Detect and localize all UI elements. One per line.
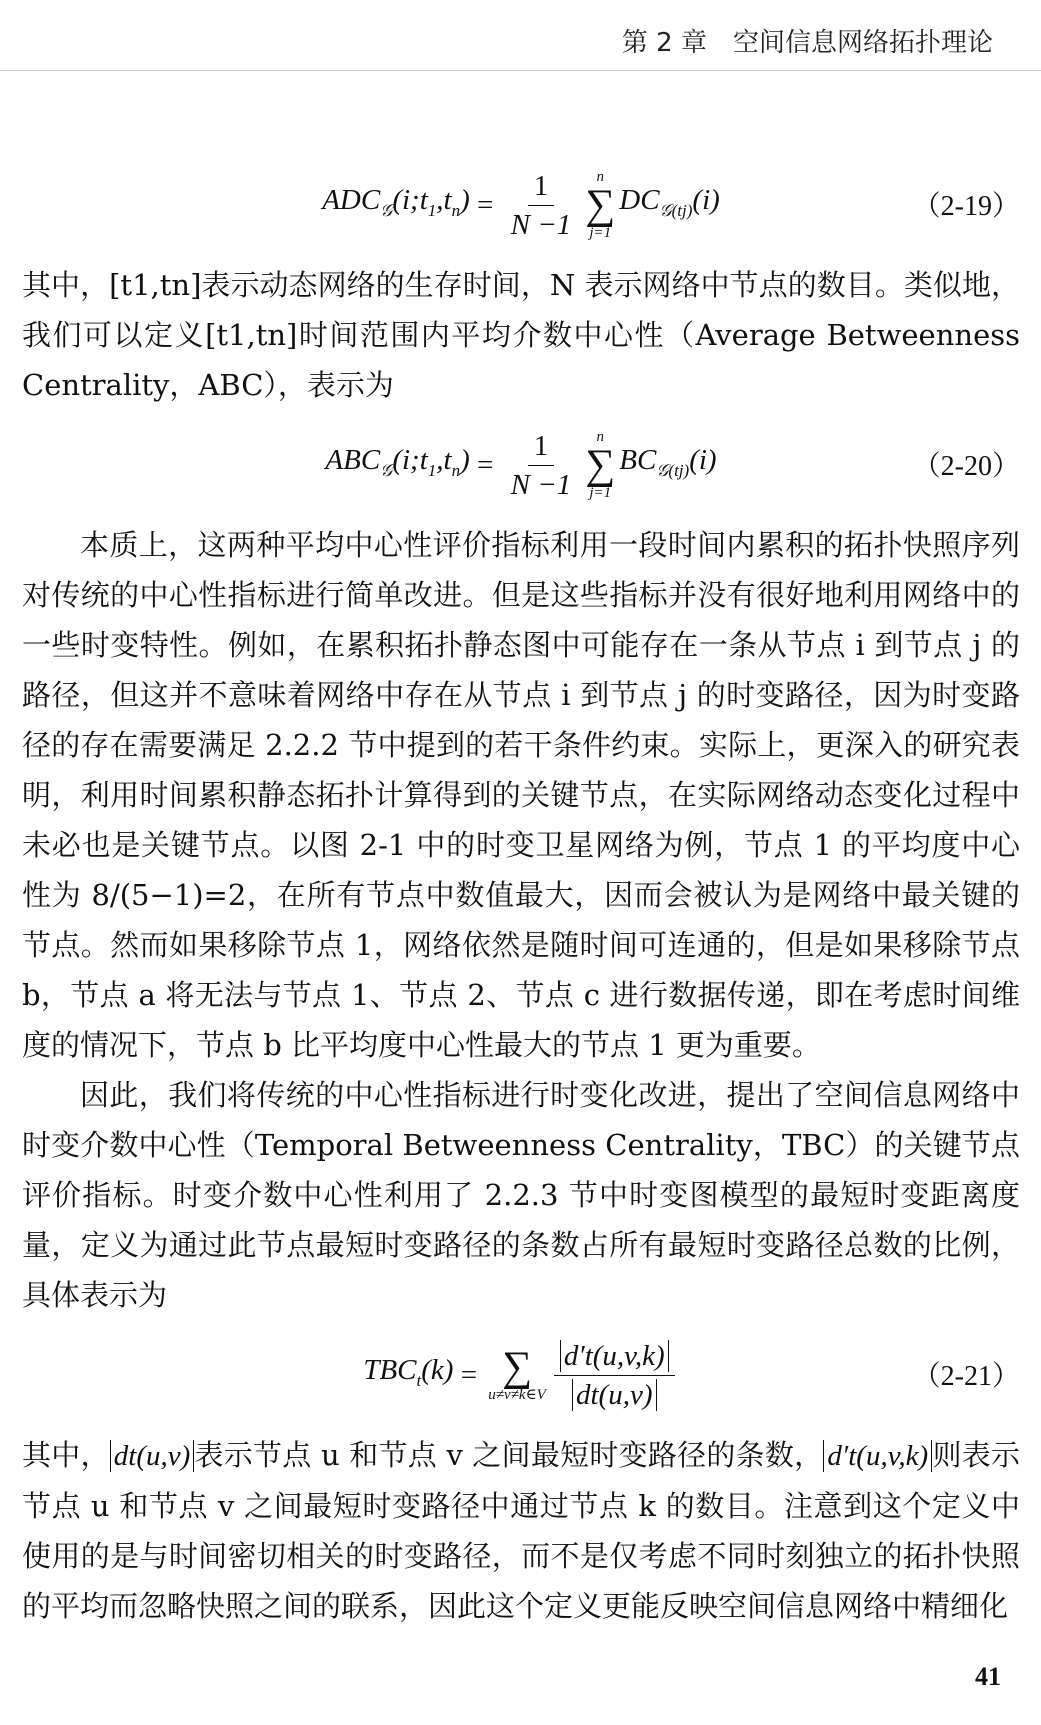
equation-2-19-formula: $ADC_𝒢(i;t_1,t_n)$ = $\frac{1}{N -1}$ n ∑ j=1 $DC_{𝒢(tj)}(i)$ <box>22 150 1020 260</box>
header-rule <box>0 70 1041 71</box>
inline-path-through-k: d′t(u,v,k) <box>823 1440 932 1472</box>
paragraph-4-part-a: 其中， <box>22 1438 110 1472</box>
eq1-lhs: $ADC_𝒢(i;t_1,t_n)$ <box>322 183 470 220</box>
eq3-fraction: $\frac{d't(u,v,k)}{dt(u,v)}$ <box>554 1337 675 1414</box>
page-body <box>22 150 1020 1631</box>
page-number: 41 <box>975 1662 1001 1691</box>
eq2-fraction: $\frac{1}{N -1}$ <box>505 427 578 504</box>
eq1-sum: n ∑ j=1 <box>585 169 616 241</box>
running-head-title: 第 2 章 空间信息网络拓扑理论 <box>621 28 993 58</box>
equation-number: （2-19） <box>912 191 1020 222</box>
paragraph-2: 本质上，这两种平均中心性评价指标利用一段时间内累积的拓扑快照序列对传统的中心性指标进行简单改进。但是这些指标并没有很好地利用网络中的一些时变特性。例如，在累积拓扑静态图中可能存在一条从节点 i 到节点 j 的路径，但这并不意味着网络中存在从节点 i 到节点 j 的时变路径，因为时变路径的存在需要满足 2.2.2 节中提到的若干条件约束。实际上，更深入的研究表明，利用时间累积静态拓扑计算得到的关键节点，在实际网络动态变化过程中未必也是关键节点。以图 2-1 中的时变卫星网络为例，节点 1 的平均度中心性为 8/(5−1)=2，在所有节点中数值最大，因而会被认为是网络中最关键的节点。然而如果移除节点 1，网络依然是随时间可连通的，但是如果移除节点 b，节点 a 将无法与节点 1、节点 2、节点 c 进行数据传递，即在考虑时间维度的情况下，节点 b 比平均度中心性最大的节点 1 更为重要。 <box>22 528 1020 1062</box>
eq1-fraction: $\frac{1}{N -1}$ <box>505 167 578 244</box>
inline-path-count: dt(u,v) <box>110 1440 195 1472</box>
eq2-term: $BC_{𝒢(tj)}(i)$ <box>619 443 717 480</box>
equation-2-21-formula: $TBC_t(k)$ = ∑ u≠v≠k∈V $\frac{d't(u,v,k)}{dt(u,v)}$ <box>22 1320 1020 1430</box>
equation-2-21 <box>22 1320 1020 1430</box>
paragraph-1: 其中，[t1,tn]表示动态网络的生存时间，N 表示网络中节点的数目。类似地，我们可以定义[t1,tn]时间范围内平均介数中心性（Average Betweenness Centrality，ABC），表示为 <box>22 268 1020 402</box>
eq3-lhs: $TBC_t(k)$ <box>363 1353 454 1390</box>
eq2-sum: n ∑ j=1 <box>585 429 616 501</box>
eq1-term: $DC_{𝒢(tj)}(i)$ <box>619 183 720 220</box>
paragraph-3: 因此，我们将传统的中心性指标进行时变化改进，提出了空间信息网络中时变介数中心性（Temporal Betweenness Centrality，TBC）的关键节点评价指标。时变介数中心性利用了 2.2.3 节中时变图模型的最短时变距离度量，定义为通过此节点最短时变路径的条数占所有最短时变路径总数的比例，具体表示为 <box>22 1078 1020 1312</box>
equation-2-19 <box>22 150 1020 260</box>
paragraph-4-part-c: 则表示节点 u 和节点 v 之间最短时变路径中通过节点 k 的数目。注意到这个定义中使用的是与时间密切相关的时变路径，而不是仅考虑不同时刻独立的拓扑快照的平均而忽略快照之间的联系，因此这个定义更能反映空间信息网络中精细化 <box>22 1438 1020 1623</box>
eq2-lhs: $ABC_𝒢(i;t_1,t_n)$ <box>325 443 470 480</box>
equation-2-20-formula: $ABC_𝒢(i;t_1,t_n)$ = $\frac{1}{N -1}$ n ∑ j=1 $BC_{𝒢(tj)}(i)$ <box>22 410 1020 520</box>
paragraph-4-part-b: 表示节点 u 和节点 v 之间最短时变路径的条数， <box>194 1438 824 1472</box>
eq3-sum: ∑ u≠v≠k∈V <box>488 1344 546 1403</box>
equation-number: （2-21） <box>912 1361 1020 1392</box>
paragraph-4 <box>22 1430 1020 1631</box>
equation-number: （2-20） <box>912 451 1020 482</box>
equation-2-20 <box>22 410 1020 520</box>
